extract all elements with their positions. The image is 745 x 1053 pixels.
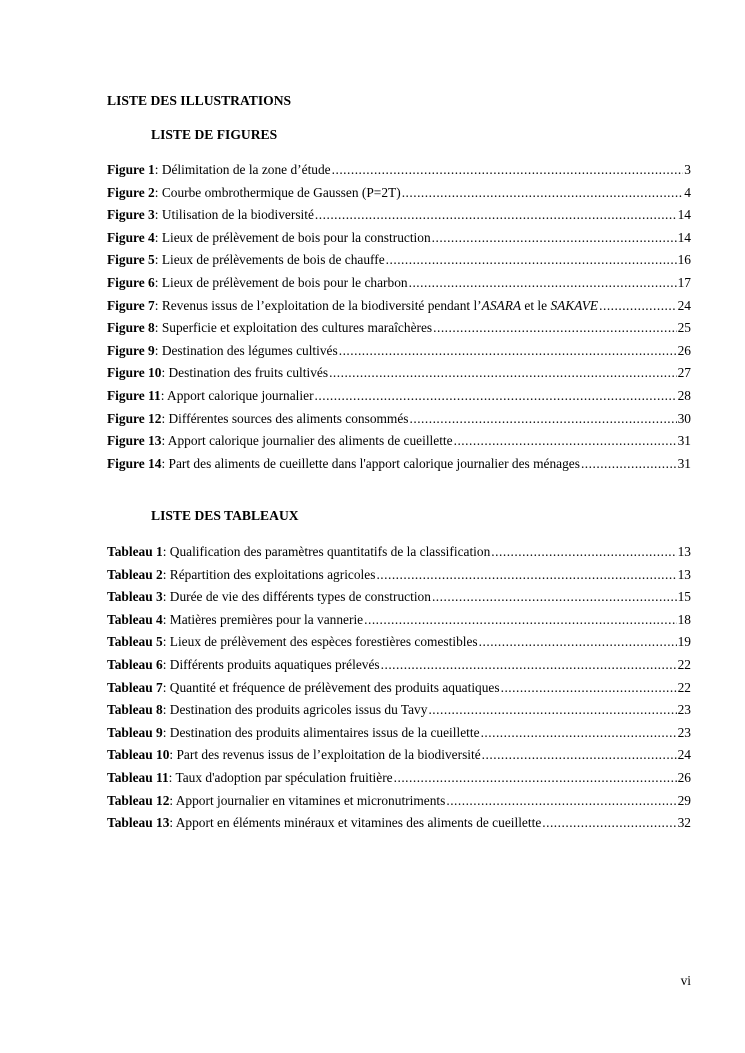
entry-title-text: Taux d'adoption par spéculation fruitière <box>175 769 393 785</box>
entry-title-text: Répartition des exploitations agricoles <box>169 566 376 582</box>
entry-title-text: Matières premières pour la vannerie <box>169 611 364 627</box>
entry-title-text: Destination des fruits cultivés <box>168 365 329 381</box>
entry-label: Tableau 7 <box>107 679 163 695</box>
figure-entry[interactable] <box>107 272 691 295</box>
entry-label: Tableau 3 <box>107 589 163 605</box>
entry-separator: : <box>154 229 162 245</box>
dot-leader <box>402 182 684 205</box>
entry-title <box>155 340 338 363</box>
entry-title <box>161 430 452 453</box>
entry-page-number: 19 <box>677 634 691 650</box>
entry-title-text: Courbe ombrothermique de Gaussen (P=2T) <box>161 184 401 200</box>
entry-separator: : <box>154 320 162 336</box>
dot-leader <box>332 159 684 182</box>
entry-title <box>163 654 380 677</box>
entry-label: Figure 7 <box>107 297 155 313</box>
entry-title-text: Utilisation de la biodiversité <box>161 207 314 223</box>
entry-title-text: Apport en éléments minéraux et vitamines des aliments de cueillette <box>175 815 542 831</box>
entry-page-number: 15 <box>677 589 691 605</box>
entry-separator: : <box>162 611 170 627</box>
entry-page-number: 13 <box>677 566 691 582</box>
entry-title <box>161 385 314 408</box>
entry-page-number: 25 <box>677 320 691 336</box>
entry-label: Tableau 9 <box>107 724 163 740</box>
entry-page-number: 17 <box>677 274 691 290</box>
dot-leader <box>432 227 677 250</box>
entry-title-text: Différents produits aquatiques prélevés <box>169 656 380 672</box>
entry-separator: : <box>169 747 177 763</box>
dot-leader <box>599 295 676 318</box>
entry-label: Figure 11 <box>107 387 161 403</box>
entry-label: Figure 10 <box>107 365 162 381</box>
entry-page-number: 26 <box>677 342 691 358</box>
dot-leader <box>364 609 676 632</box>
figure-entry[interactable] <box>107 453 691 476</box>
entry-title-text: Lieux de prélèvement des espèces forestières comestibles <box>169 634 478 650</box>
entry-label: Figure 13 <box>107 433 162 449</box>
entry-separator: : <box>154 274 162 290</box>
entry-title-text: Destination des légumes cultivés <box>161 342 338 358</box>
figure-entry[interactable] <box>107 340 691 363</box>
entry-page-number: 16 <box>677 252 691 268</box>
entry-separator: : <box>161 365 169 381</box>
dot-leader <box>409 272 677 295</box>
dot-leader <box>581 453 677 476</box>
entry-label: Tableau 1 <box>107 544 163 559</box>
entry-separator: : <box>161 455 169 471</box>
entry-separator: : <box>154 184 162 200</box>
entry-title <box>163 586 431 609</box>
entry-page-number: 14 <box>677 229 691 245</box>
entry-title <box>155 295 598 318</box>
entry-separator: : <box>162 702 170 718</box>
dot-leader <box>433 317 676 340</box>
entry-title-text: Durée de vie des différents types de construction <box>169 589 431 605</box>
dot-leader <box>394 767 677 790</box>
entry-separator: : <box>162 724 170 740</box>
dot-leader <box>482 744 677 767</box>
entry-title <box>155 159 331 182</box>
entry-title <box>155 227 431 250</box>
entry-title-text: Destination des produits agricoles issus du Tavy <box>169 702 428 718</box>
entry-separator: : <box>169 792 176 808</box>
entry-title <box>155 182 401 205</box>
entry-separator: : <box>162 589 170 605</box>
entry-title-text: Destination des produits alimentaires issus de la cueillette <box>169 724 480 740</box>
entry-separator: : <box>161 410 169 426</box>
entry-label: Figure 9 <box>107 342 155 358</box>
entry-title <box>155 317 432 340</box>
main-title: LISTE DES ILLUSTRATIONS <box>107 93 292 108</box>
entry-title <box>169 790 445 813</box>
dot-leader <box>491 541 676 564</box>
entry-label: Figure 2 <box>107 184 155 200</box>
dot-leader <box>376 564 676 587</box>
entry-page-number: 32 <box>677 815 691 831</box>
entry-title <box>169 812 541 835</box>
entry-title <box>161 408 408 431</box>
table-entry[interactable] <box>107 722 691 745</box>
entry-label: Figure 4 <box>107 229 155 245</box>
entry-title <box>155 204 314 227</box>
entry-title <box>163 541 491 564</box>
entry-separator: : <box>162 656 170 672</box>
entry-page-number: 23 <box>677 702 691 718</box>
entry-label: Figure 1 <box>107 162 155 177</box>
entry-label: Figure 12 <box>107 410 162 426</box>
entry-label: Tableau 8 <box>107 702 163 718</box>
entry-title-text: Apport journalier en vitamines et micronutriments <box>175 792 446 808</box>
page-number: vi <box>680 973 691 988</box>
entry-page-number: 26 <box>677 769 691 785</box>
figure-entry[interactable] <box>107 227 691 250</box>
entry-page-number: 24 <box>677 297 691 313</box>
entry-title <box>163 677 500 700</box>
entry-separator: : <box>154 252 162 268</box>
entry-label: Tableau 6 <box>107 656 163 672</box>
entry-label: Tableau 12 <box>107 792 170 808</box>
table-entry[interactable] <box>107 631 691 654</box>
figure-entry[interactable] <box>107 159 691 182</box>
entry-title-text: Superficie et exploitation des cultures maraîchères <box>161 320 433 336</box>
dot-leader <box>329 362 677 385</box>
entry-title-text: Quantité et fréquence de prélèvement des produits aquatiques <box>169 679 500 695</box>
dot-leader <box>481 722 677 745</box>
entry-title-text: Lieux de prélèvement de bois pour le charbon <box>161 274 408 290</box>
entry-title-italic: ASARA <box>481 297 522 313</box>
entry-page-number: 23 <box>677 724 691 740</box>
table-entry[interactable] <box>107 677 691 700</box>
entry-label: Figure 6 <box>107 274 155 290</box>
tables-heading: LISTE DES TABLEAUX <box>151 508 299 523</box>
figure-entry[interactable] <box>107 182 691 205</box>
entry-page-number: 4 <box>684 184 691 200</box>
table-entry[interactable] <box>107 654 691 677</box>
entry-page-number: 28 <box>677 387 691 403</box>
entry-separator: : <box>154 342 162 358</box>
dot-leader <box>315 204 677 227</box>
entry-label: Figure 5 <box>107 252 155 268</box>
entry-page-number: 29 <box>677 792 691 808</box>
entry-title <box>163 564 376 587</box>
entry-title <box>161 362 328 385</box>
entry-title <box>161 453 580 476</box>
entry-label: Tableau 11 <box>107 769 169 785</box>
entry-page-number: 3 <box>684 162 691 177</box>
dot-leader <box>381 654 677 677</box>
entry-separator: : <box>154 207 162 223</box>
entry-title-text: Apport calorique journalier <box>167 387 314 403</box>
entry-separator: : <box>162 634 170 650</box>
entry-label: Tableau 2 <box>107 566 163 582</box>
entry-separator: : <box>161 433 168 449</box>
entry-title-text: Revenus issus de l’exploitation de la biodiversité pendant l’ <box>161 297 482 313</box>
entry-title <box>155 272 408 295</box>
dot-leader <box>315 385 677 408</box>
table-entry[interactable] <box>107 586 691 609</box>
entry-label: Tableau 10 <box>107 747 170 763</box>
figure-entry[interactable] <box>107 249 691 272</box>
figure-entry[interactable] <box>107 204 691 227</box>
table-entry[interactable] <box>107 744 691 767</box>
entry-separator: : <box>162 566 170 582</box>
dot-leader <box>501 677 677 700</box>
figures-heading: LISTE DE FIGURES <box>151 127 278 142</box>
dot-leader <box>454 430 677 453</box>
table-entry[interactable] <box>107 541 691 564</box>
dot-leader <box>386 249 677 272</box>
entry-title <box>163 699 428 722</box>
dot-leader <box>479 631 677 654</box>
entry-title-text: Qualification des paramètres quantitatifs de la classification <box>169 544 491 559</box>
entry-page-number: 18 <box>677 611 691 627</box>
entry-label: Tableau 13 <box>107 815 170 831</box>
figure-entry[interactable] <box>107 385 691 408</box>
entry-page-number: 14 <box>677 207 691 223</box>
entry-separator: : <box>162 544 170 559</box>
figure-entry[interactable] <box>107 295 691 318</box>
entry-label: Tableau 4 <box>107 611 163 627</box>
figure-entry[interactable] <box>107 430 691 453</box>
entry-title <box>155 249 385 272</box>
table-entry[interactable] <box>107 812 691 835</box>
entry-page-number: 22 <box>677 656 691 672</box>
entry-title <box>163 631 478 654</box>
entry-title <box>163 722 480 745</box>
entry-page-number: 27 <box>677 365 691 381</box>
entry-title-text: Part des revenus issus de l’exploitation de la biodiversité <box>176 747 481 763</box>
entry-page-number: 22 <box>677 679 691 695</box>
dot-leader <box>410 408 677 431</box>
tables-list <box>107 541 691 835</box>
entry-separator: : <box>154 162 162 177</box>
entry-title-text: et le <box>521 297 551 313</box>
entry-page-number: 13 <box>677 544 691 559</box>
entry-title-text: Différentes sources des aliments consommés <box>168 410 409 426</box>
table-entry[interactable] <box>107 790 691 813</box>
table-entry[interactable] <box>107 767 691 790</box>
entry-title <box>163 609 363 632</box>
entry-title-text: Part des aliments de cueillette dans l'apport calorique journalier des ménages <box>168 455 580 471</box>
table-entry[interactable] <box>107 564 691 587</box>
entry-page-number: 31 <box>677 455 691 471</box>
entry-title <box>169 744 480 767</box>
figure-entry[interactable] <box>107 362 691 385</box>
entry-title-text: Délimitation de la zone d’étude <box>161 162 331 177</box>
entry-separator: : <box>160 387 168 403</box>
entry-title-italic: SAKAVE <box>550 297 599 313</box>
dot-leader <box>339 340 677 363</box>
entry-title-text: Lieux de prélèvement de bois pour la construction <box>161 229 431 245</box>
entry-separator: : <box>154 297 162 313</box>
entry-label: Tableau 5 <box>107 634 163 650</box>
entry-separator: : <box>168 769 176 785</box>
dot-leader <box>446 790 676 813</box>
table-entry[interactable] <box>107 699 691 722</box>
entry-separator: : <box>169 815 176 831</box>
dot-leader <box>432 586 677 609</box>
table-entry[interactable] <box>107 609 691 632</box>
entry-page-number: 30 <box>677 410 691 426</box>
entry-label: Figure 8 <box>107 320 155 336</box>
entry-title-text: Apport calorique journalier des aliments de cueillette <box>167 433 453 449</box>
entry-page-number: 24 <box>677 747 691 763</box>
entry-page-number: 31 <box>677 433 691 449</box>
entry-title <box>169 767 393 790</box>
entry-label: Figure 3 <box>107 207 155 223</box>
figures-list <box>107 159 691 475</box>
dot-leader <box>542 812 676 835</box>
dot-leader <box>428 699 676 722</box>
entry-label: Figure 14 <box>107 455 162 471</box>
figure-entry[interactable] <box>107 408 691 431</box>
figure-entry[interactable] <box>107 317 691 340</box>
entry-separator: : <box>162 679 170 695</box>
entry-title-text: Lieux de prélèvements de bois de chauffe <box>161 252 385 268</box>
